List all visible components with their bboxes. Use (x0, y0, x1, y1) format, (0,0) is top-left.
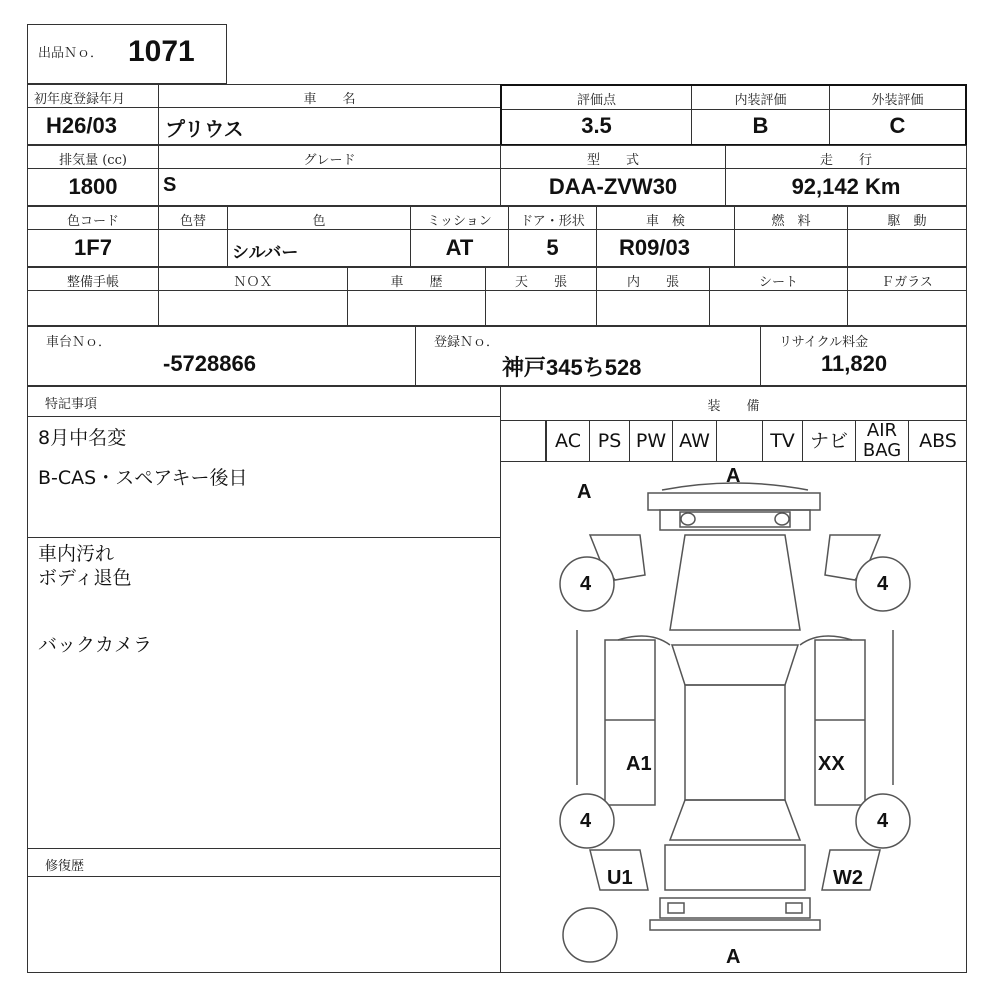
transmission-label-cell (410, 206, 509, 230)
diagram-tire-fr: 4 (877, 573, 889, 595)
taillight-left (668, 903, 684, 913)
equip-aw-label: AW (679, 430, 710, 452)
rear-bumper-lower (650, 920, 820, 930)
note-line-2: B-CAS・スペアキー後日 (38, 467, 248, 489)
mileage-label-cell (725, 145, 967, 169)
first-reg-label-cell (27, 84, 159, 108)
notes-divider (27, 537, 501, 538)
plate-cell (415, 326, 761, 386)
repair-label: 修復歴 (45, 859, 85, 874)
equip-aw (673, 420, 717, 462)
doors-label-cell (508, 206, 597, 230)
equip-blank-2 (717, 420, 763, 462)
car-name-value-cell (158, 107, 501, 145)
maintenance-label-cell (27, 267, 159, 291)
equip-abs-label: ABS (919, 430, 957, 452)
score-block (500, 84, 967, 146)
interior-value: B (752, 113, 769, 138)
color-code-value: 1F7 (74, 235, 112, 260)
model-label: 型 式 (586, 153, 639, 168)
spare-tire (563, 908, 617, 962)
repair-header (27, 848, 501, 877)
doors-value: 5 (546, 235, 559, 260)
history-label-cell (347, 267, 486, 291)
diagram-tire-fl: 4 (580, 573, 592, 595)
diagram-front-left: A (577, 481, 592, 503)
grade-label: グレード (303, 153, 356, 168)
mileage-label: 走 行 (819, 153, 872, 168)
recycle-cell (760, 326, 967, 386)
model-label-cell (500, 145, 726, 169)
equip-ac-label: AC (555, 430, 581, 452)
diagram-rear-left: U1 (607, 867, 633, 889)
hood (670, 535, 800, 630)
transmission-value: AT (445, 235, 474, 260)
nox-value-cell (158, 290, 348, 326)
windshield (672, 645, 798, 685)
transmission-label: ミッション (427, 214, 492, 229)
recycle-value: 11,820 (821, 351, 888, 376)
diagram-tire-rr: 4 (877, 810, 889, 832)
car-name-label: 車 名 (303, 92, 356, 107)
color-value-cell (227, 229, 411, 267)
equip-tv (763, 420, 803, 462)
equip-ac (546, 420, 590, 462)
equipment-label: 装 備 (707, 399, 760, 414)
fuel-label-cell (734, 206, 848, 230)
right-doors (815, 640, 865, 805)
equipment-header (500, 386, 967, 421)
interior-roof-label: 内 張 (626, 275, 679, 290)
grade-value: S (163, 174, 177, 196)
maintenance-label: 整備手帳 (66, 275, 119, 290)
left-doors (605, 640, 655, 805)
interior-roof-value-cell (596, 290, 710, 326)
inspection-label-cell (596, 206, 735, 230)
equip-ps (590, 420, 630, 462)
equip-blank-1 (500, 420, 546, 462)
inspection-value: R09/03 (619, 235, 690, 260)
displacement-label-cell (27, 145, 159, 169)
diagram-rear-bottom: A (726, 946, 741, 968)
transmission-value-cell (410, 229, 509, 267)
score-label: 評価点 (576, 93, 616, 108)
lot-label: 出品Ｎｏ． (38, 46, 104, 61)
plate-value: 神戸345ち528 (502, 355, 642, 380)
lot-number: 1071 (128, 35, 195, 68)
nox-label-cell (158, 267, 348, 291)
doors-value-cell (508, 229, 597, 267)
roof-label-cell (485, 267, 597, 291)
equip-ps-label: PS (597, 430, 622, 452)
recycle-label: リサイクル料金 (779, 335, 869, 350)
roof-value-cell (485, 290, 597, 326)
exterior-value: C (889, 113, 906, 138)
exterior-label: 外装評価 (871, 93, 924, 108)
grille-inner (680, 512, 790, 527)
mileage-value-cell (725, 168, 967, 206)
fuel-value-cell (734, 229, 848, 267)
drive-value-cell (847, 229, 967, 267)
chassis-value: -5728866 (163, 351, 256, 376)
equip-navi-label: ナビ (809, 430, 848, 452)
grade-label-cell (158, 145, 501, 169)
note-line-3: 車内汚れ (38, 543, 115, 565)
equip-tv-label: TV (770, 430, 795, 452)
equip-airbag (856, 420, 909, 462)
drive-label-cell (847, 206, 967, 230)
lot-box (27, 24, 227, 84)
fuel-label: 燃 料 (771, 214, 811, 229)
repaint-value-cell (158, 229, 228, 267)
seat-label: シート (758, 275, 798, 290)
equip-pw (630, 420, 673, 462)
color-code-label-cell (27, 206, 159, 230)
roof-label: 天 張 (514, 275, 567, 290)
displacement-label: 排気量 (cc) (59, 153, 127, 168)
seat-value-cell (709, 290, 848, 326)
trunk (665, 845, 805, 890)
mileage-value: 92,142 Km (791, 174, 901, 199)
model-value: DAA-ZVW30 (548, 174, 678, 199)
history-value-cell (347, 290, 486, 326)
color-code-label: 色コード (66, 214, 119, 229)
rear-window (670, 800, 800, 840)
headlight-right (775, 513, 789, 525)
note-line-5: バックカメラ (38, 634, 153, 656)
plate-label: 登録Ｎｏ． (434, 335, 500, 350)
headlight-left (681, 513, 695, 525)
equip-airbag-line1: AIR (866, 420, 898, 441)
interior-label: 内装評価 (734, 93, 787, 108)
first-reg-value: H26/03 (46, 113, 117, 138)
diagram-right-side: XX (818, 753, 845, 775)
grade-value-cell (158, 168, 501, 206)
diagram-front-top: A (726, 465, 741, 487)
drive-label: 駆 動 (887, 214, 927, 229)
color-code-value-cell (27, 229, 159, 267)
glass-label: Ｆガラス (881, 275, 933, 290)
nox-label: ＮＯＸ (233, 275, 273, 290)
displacement-value: 1800 (68, 174, 118, 199)
car-name-label-cell (158, 84, 501, 108)
tires (560, 557, 910, 962)
notes-label: 特記事項 (45, 397, 98, 412)
chassis-label: 車台Ｎｏ． (46, 335, 112, 350)
interior-roof-label-cell (596, 267, 710, 291)
chassis-cell (27, 326, 417, 386)
maintenance-value-cell (27, 290, 159, 326)
glass-value-cell (847, 290, 967, 326)
rear-bumper (660, 898, 810, 918)
displacement-value-cell (27, 168, 159, 206)
car-outline (577, 483, 893, 930)
history-label: 車 歴 (390, 275, 443, 290)
repaint-label-cell (158, 206, 228, 230)
seat-label-cell (709, 267, 848, 291)
taillight-right (786, 903, 802, 913)
diagram-rear-right: W2 (833, 867, 863, 889)
doors-label: ドア・形状 (520, 214, 585, 229)
first-reg-value-cell (27, 107, 159, 145)
color-value: シルバー (232, 243, 299, 263)
model-value-cell (500, 168, 726, 206)
roof (685, 685, 785, 800)
first-reg-label: 初年度登録年月 (34, 92, 126, 107)
repaint-label: 色替 (179, 214, 206, 229)
score-value: 3.5 (581, 113, 612, 138)
diagram-left-side: A1 (626, 753, 652, 775)
equip-navi (803, 420, 856, 462)
equip-pw-label: PW (635, 430, 667, 452)
equip-airbag-line2: BAG (862, 440, 902, 461)
car-diagram (500, 462, 967, 973)
inspection-value-cell (596, 229, 735, 267)
color-label: 色 (312, 214, 326, 229)
car-name-value: プリウス (165, 117, 244, 141)
diagram-tire-rl: 4 (580, 810, 592, 832)
glass-label-cell (847, 267, 967, 291)
inspection-label: 車 検 (645, 214, 685, 229)
equip-abs (909, 420, 967, 462)
front-bumper (648, 493, 820, 510)
notes-header (27, 386, 501, 417)
note-line-1: 8月中名変 (38, 427, 127, 449)
note-line-4: ボディ退色 (38, 567, 132, 589)
color-label-cell (227, 206, 411, 230)
